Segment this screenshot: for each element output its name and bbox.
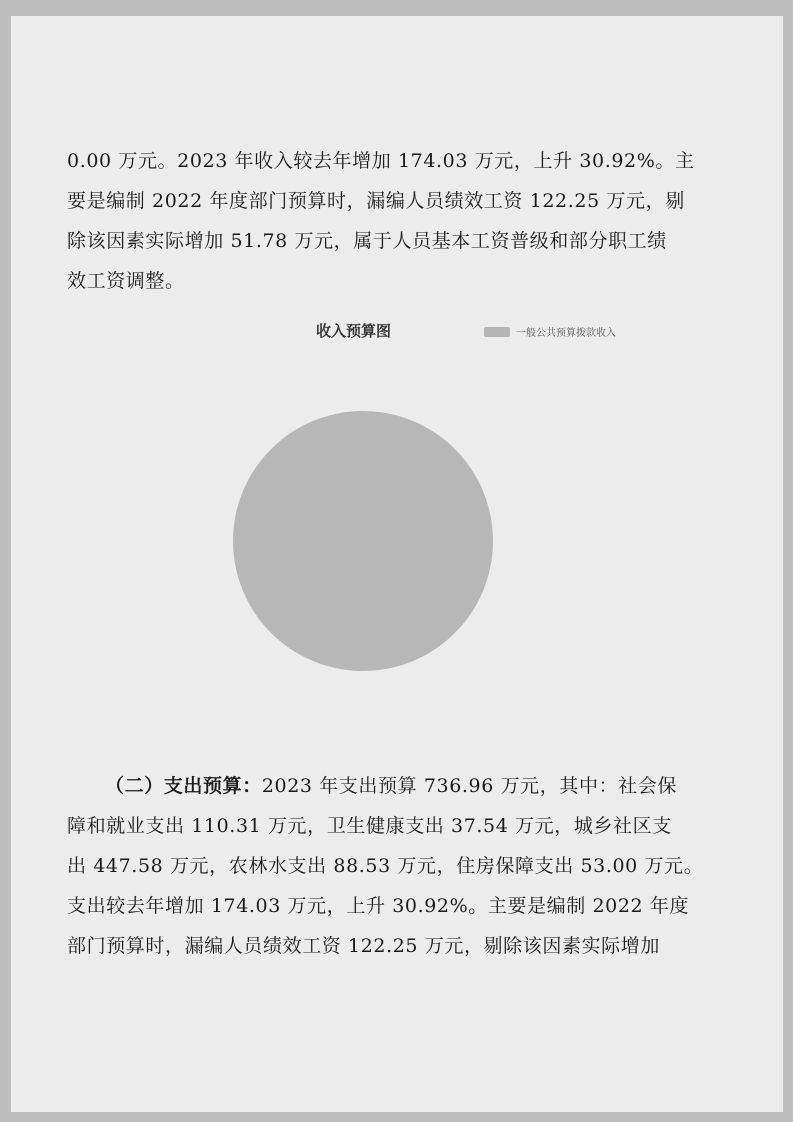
text-line: 效工资调整。 — [67, 270, 185, 292]
section-heading: （二）支出预算： — [105, 775, 262, 797]
text-segment: 2023 年支出预算 736.96 万元，其中：社会保 — [261, 775, 677, 797]
income-pie-chart — [232, 410, 494, 672]
legend-label: 一般公共预算拨款收入 — [516, 328, 616, 339]
legend-swatch — [484, 327, 510, 337]
text-line: 0.00 万元。2023 年收入较去年增加 174.03 万元，上升 30.92%。主 — [67, 150, 695, 172]
text-line: 支出较去年增加 174.03 万元，上升 30.92%。主要是编制 2022 年度 — [67, 895, 690, 917]
text-line: 要是编制 2022 年度部门预算时，漏编人员绩效工资 122.25 万元，剔 — [67, 190, 685, 212]
text-line: 除该因素实际增加 51.78 万元，属于人员基本工资普级和部分职工绩 — [67, 230, 667, 252]
text-line: 出 447.58 万元，农林水支出 88.53 万元，住房保障支出 53.00 万元。 — [67, 855, 704, 877]
text-line: 障和就业支出 110.31 万元，卫生健康支出 37.54 万元，城乡社区支 — [67, 815, 672, 837]
pie-slice — [233, 411, 493, 671]
income-explanation-paragraph — [67, 141, 707, 301]
chart-legend — [484, 324, 616, 339]
chart-title: 收入预算图 — [316, 322, 392, 340]
text-line: 部门预算时，漏编人员绩效工资 122.25 万元，剔除该因素实际增加 — [67, 935, 660, 957]
expenditure-paragraph — [67, 766, 707, 966]
text-line — [67, 766, 707, 806]
